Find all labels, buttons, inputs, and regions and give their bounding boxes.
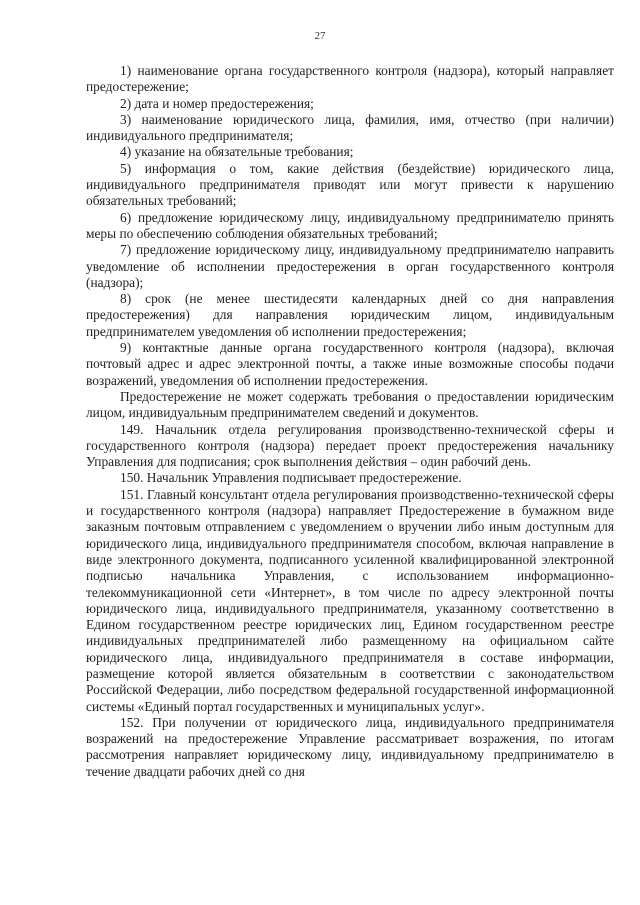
paragraph-item-8: 8) срок (не менее шестидесяти календарных дней со дня направления предостережения) для направления юридическим лицом, индивидуальным предпринимателем уведомления об исполнении предостережения;: [86, 291, 614, 339]
paragraph-item-3: 3) наименование юридического лица, фамилия, имя, отчество (при наличии) индивидуального предпринимателя;: [86, 111, 614, 144]
paragraph-152: 152. При получении от юридического лица, индивидуального предпринимателя возражений на предостережение Управление рассматривает возражения, по итогам рассмотрения направляет юридическому лицу, индивидуальному предпринимателю в течение двадцати рабочих дней со дня: [86, 714, 614, 779]
paragraph-item-4: 4) указание на обязательные требования;: [120, 144, 354, 160]
paragraph-150: 150. Начальник Управления подписывает предостережение.: [120, 470, 462, 486]
paragraph-restriction: Предостережение не может содержать требования о предоставлении юридическим лицом, индивидуальным предпринимателем сведений и документов.: [86, 388, 614, 421]
page-number: 27: [314, 30, 326, 42]
paragraph-149: 149. Начальник отдела регулирования производственно-технической сферы и государственного контроля (надзора) передает проект предостережения начальнику Управления для подписания; срок выполнения действия – один рабочий день.: [86, 421, 614, 470]
document-body: [86, 63, 614, 780]
paragraph-item-7: 7) предложение юридическому лицу, индивидуальному предпринимателю направить уведомление об исполнении предостережения в орган государственного контроля (надзора);: [86, 242, 614, 290]
paragraph-item-1: 1) наименование органа государственного контроля (надзора), который направляет предостережение;: [86, 63, 614, 95]
paragraph-item-2: 2) дата и номер предостережения;: [120, 95, 314, 111]
paragraph-item-9: 9) контактные данные органа государственного контроля (надзора), включая почтовый адрес и адрес электронной почты, а также иные возможные способы подачи возражений, уведомления об исполнении предостережения.: [86, 340, 614, 388]
paragraph-item-5: 5) информация о том, какие действия (бездействие) юридического лица, индивидуального предпринимателя приводят или могут привести к нарушению обязательных требований;: [86, 160, 614, 209]
paragraph-item-6: 6) предложение юридическому лицу, индивидуальному предпринимателю принять меры по обеспечению соблюдения обязательных требований;: [86, 209, 614, 241]
paragraph-151: 151. Главный консультант отдела регулирования производственно-технической сферы и государственного контроля (надзора) направляет Предостережение в бумажном виде заказным почтовым отправлением с уведомлением о вручении либо иным доступным для юридического лица, индивидуального предпринимателя способом, включая направление в виде электронного документа, подписанного усиленной квалифицированной электронной подписью начальника Управления, с использованием информационно-телекоммуникационной сети «Интернет», в том числе по адресу электронной почты юридического лица, индивидуального предпринимателя, указанному соответственно в Едином государственном реестре юридических лиц, Едином государственном реестре индивидуальных предпринимателей либо размещенному на официальном сайте юридического лица, индивидуального предпринимателя в составе информации, размещение которой является обязательным в соответствии с законодательством Российской Федерации, либо посредством федеральной государственной информационной системы «Единый портал государственных и муниципальных услуг».: [86, 486, 614, 714]
